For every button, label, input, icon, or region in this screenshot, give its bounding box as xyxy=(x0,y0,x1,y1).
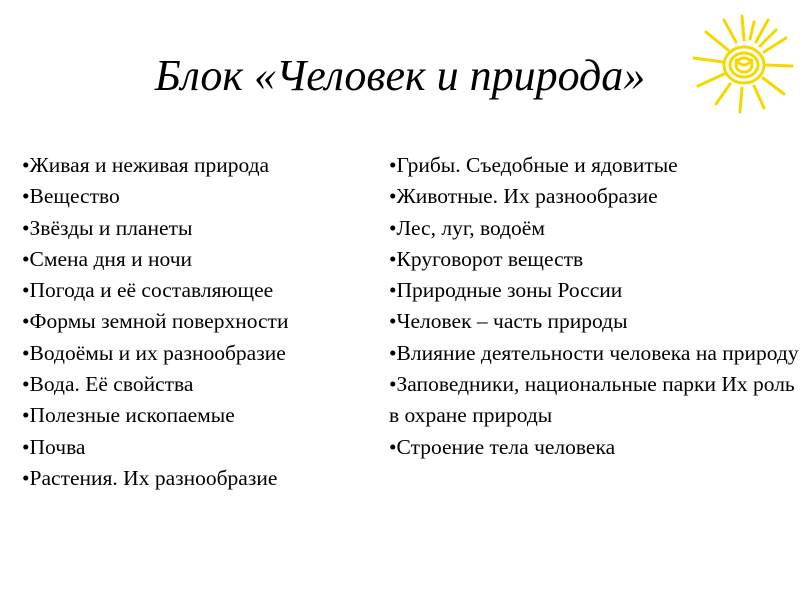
bullet: • xyxy=(22,434,30,459)
list-item-text: Влияние деятельности человека на природу xyxy=(396,340,799,365)
list-item xyxy=(22,150,372,181)
bullet: • xyxy=(389,372,397,397)
list-item-text: Погода и её составляющее xyxy=(29,278,274,303)
list-item xyxy=(389,369,800,432)
bullet: • xyxy=(22,465,30,490)
list-item-text: Водоёмы и их разнообразие xyxy=(29,340,286,365)
bullet: • xyxy=(22,309,30,334)
list-item-text: Грибы. Съедобные и ядовитые xyxy=(396,153,678,177)
bullet: • xyxy=(22,372,30,397)
list-item xyxy=(389,306,800,337)
list-item-text: Живая и неживая природа xyxy=(29,153,270,177)
list-item xyxy=(389,181,800,212)
bullet: • xyxy=(389,184,397,209)
bullet: • xyxy=(22,184,30,209)
bullet: • xyxy=(389,434,397,459)
list-item-text: Строение тела человека xyxy=(396,434,616,459)
list-item xyxy=(22,369,372,400)
right-topic-list xyxy=(389,150,800,463)
list-item xyxy=(22,275,372,306)
bullet: • xyxy=(22,278,30,303)
list-item xyxy=(389,432,800,463)
bullet: • xyxy=(389,215,397,240)
list-item-text: Лес, луг, водоём xyxy=(396,215,545,240)
list-item xyxy=(22,432,372,463)
list-item xyxy=(389,244,800,275)
list-item xyxy=(389,213,800,244)
list-item-text: Заповедники, национальные парки Их роль в охране природы xyxy=(389,372,795,428)
list-item-text: Человек – часть природы xyxy=(396,309,628,334)
bullet: • xyxy=(389,309,397,334)
bullet: • xyxy=(22,246,30,271)
bullet: • xyxy=(22,153,30,177)
slide-title: Блок «Человек и природа» xyxy=(154,51,646,100)
list-item xyxy=(22,213,372,244)
bullet: • xyxy=(389,340,397,365)
list-item xyxy=(389,275,800,306)
list-item xyxy=(22,338,372,369)
list-item-text: Животные. Их разнообразие xyxy=(396,184,658,209)
bullet: • xyxy=(22,340,30,365)
list-item-text: Растения. Их разнообразие xyxy=(29,465,278,490)
bullet: • xyxy=(389,278,397,303)
list-item xyxy=(22,181,372,212)
list-item xyxy=(22,244,372,275)
list-item-text: Вещество xyxy=(29,184,120,209)
list-item xyxy=(389,338,800,369)
sun-icon xyxy=(678,8,798,118)
list-item xyxy=(22,306,372,337)
bullet: • xyxy=(389,153,397,177)
list-item-text: Формы земной поверхности xyxy=(29,309,289,334)
list-item-text: Звёзды и планеты xyxy=(29,215,193,240)
left-topic-list xyxy=(22,150,372,494)
list-item xyxy=(389,150,800,181)
list-item xyxy=(22,463,372,494)
bullet: • xyxy=(22,215,30,240)
list-item-text: Природные зоны России xyxy=(396,278,623,303)
list-item-text: Круговорот веществ xyxy=(396,246,584,271)
bullet: • xyxy=(22,403,30,428)
list-item-text: Почва xyxy=(29,434,86,459)
bullet: • xyxy=(389,246,397,271)
list-item xyxy=(22,400,372,431)
list-item-text: Полезные ископаемые xyxy=(29,403,235,428)
list-item-text: Вода. Её свойства xyxy=(29,372,194,397)
list-item-text: Смена дня и ночи xyxy=(29,246,193,271)
